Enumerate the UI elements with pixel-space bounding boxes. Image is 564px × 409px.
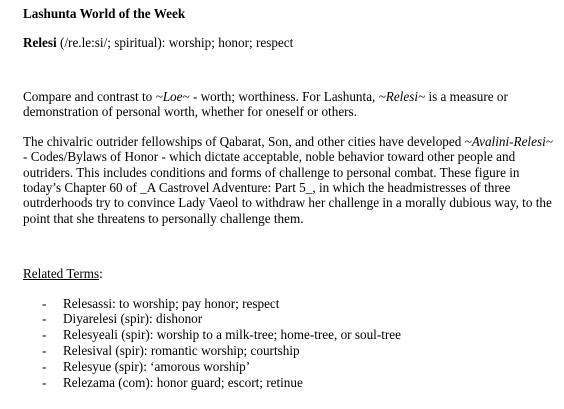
list-item — [23, 311, 553, 327]
document-title: Lashunta World of the Week — [23, 6, 186, 21]
list-item — [23, 296, 553, 312]
list-dash: - — [42, 311, 47, 327]
paragraph-text: - worth; worthiness. For Lashunta, — [189, 89, 379, 104]
related-terms-list — [23, 296, 553, 391]
paragraph-text: is a measure or demonstration of personal worth, whether for oneself or others. — [23, 89, 508, 120]
definition-line — [23, 35, 553, 51]
list-item — [23, 375, 553, 391]
paragraph-chivalric — [23, 134, 553, 226]
definition-text: (/re.le:si/; spiritual): worship; honor; respect — [56, 35, 294, 50]
italic-term: ~Avalini-Relesi~ — [464, 133, 553, 149]
paragraph-compare — [23, 89, 553, 120]
list-dash: - — [42, 343, 47, 359]
related-terms-label: Related Terms — [23, 266, 100, 282]
list-item-text: Relesyue (spir): ‘amorous worship’ — [63, 358, 251, 374]
list-item-text: Relesival (spir): romantic worship; courtship — [63, 343, 300, 359]
related-terms-heading — [23, 266, 553, 281]
list-dash: - — [42, 374, 47, 390]
list-item-text: Relesassi: to worship; pay honor; respect — [63, 295, 280, 311]
paragraph-text: Compare and contrast to — [23, 89, 156, 104]
italic-term: ~Relesi~ — [378, 89, 426, 104]
list-dash: - — [42, 327, 47, 343]
list-dash: - — [42, 295, 47, 311]
list-item — [23, 343, 553, 359]
list-item — [23, 327, 553, 343]
document-page — [23, 6, 553, 390]
list-item — [23, 359, 553, 375]
italic-term: ~Loe~ — [155, 89, 190, 104]
paragraph-text: The chivalric outrider fellowships of Qabarat, Son, and other cities have developed — [23, 133, 465, 149]
list-dash: - — [42, 358, 47, 374]
paragraph-text: - Codes/Bylaws of Honor - which dictate acceptable, noble behavior toward other people and outriders. This includes conditions and forms of challenge to personal combat. These figure in today’s Chapter 60 of _A Castrovel Adventure: Part 5_, in which the headmistresses of three outrderhoods try to convince Lady Vaeol to withdraw her challenge in a morally dubious way, to the point that she threatens to personally challenge them. — [23, 149, 552, 226]
list-item-text: Relesyeali (spir): worship to a milk-tree; home-tree, or soul-tree — [63, 327, 402, 343]
definition-word: Relesi — [23, 35, 57, 50]
related-terms-colon: : — [99, 266, 103, 282]
list-item-text: Diyarelesi (spir): dishonor — [63, 311, 203, 327]
list-item-text: Relezama (com): honor guard; escort; retinue — [63, 374, 303, 390]
